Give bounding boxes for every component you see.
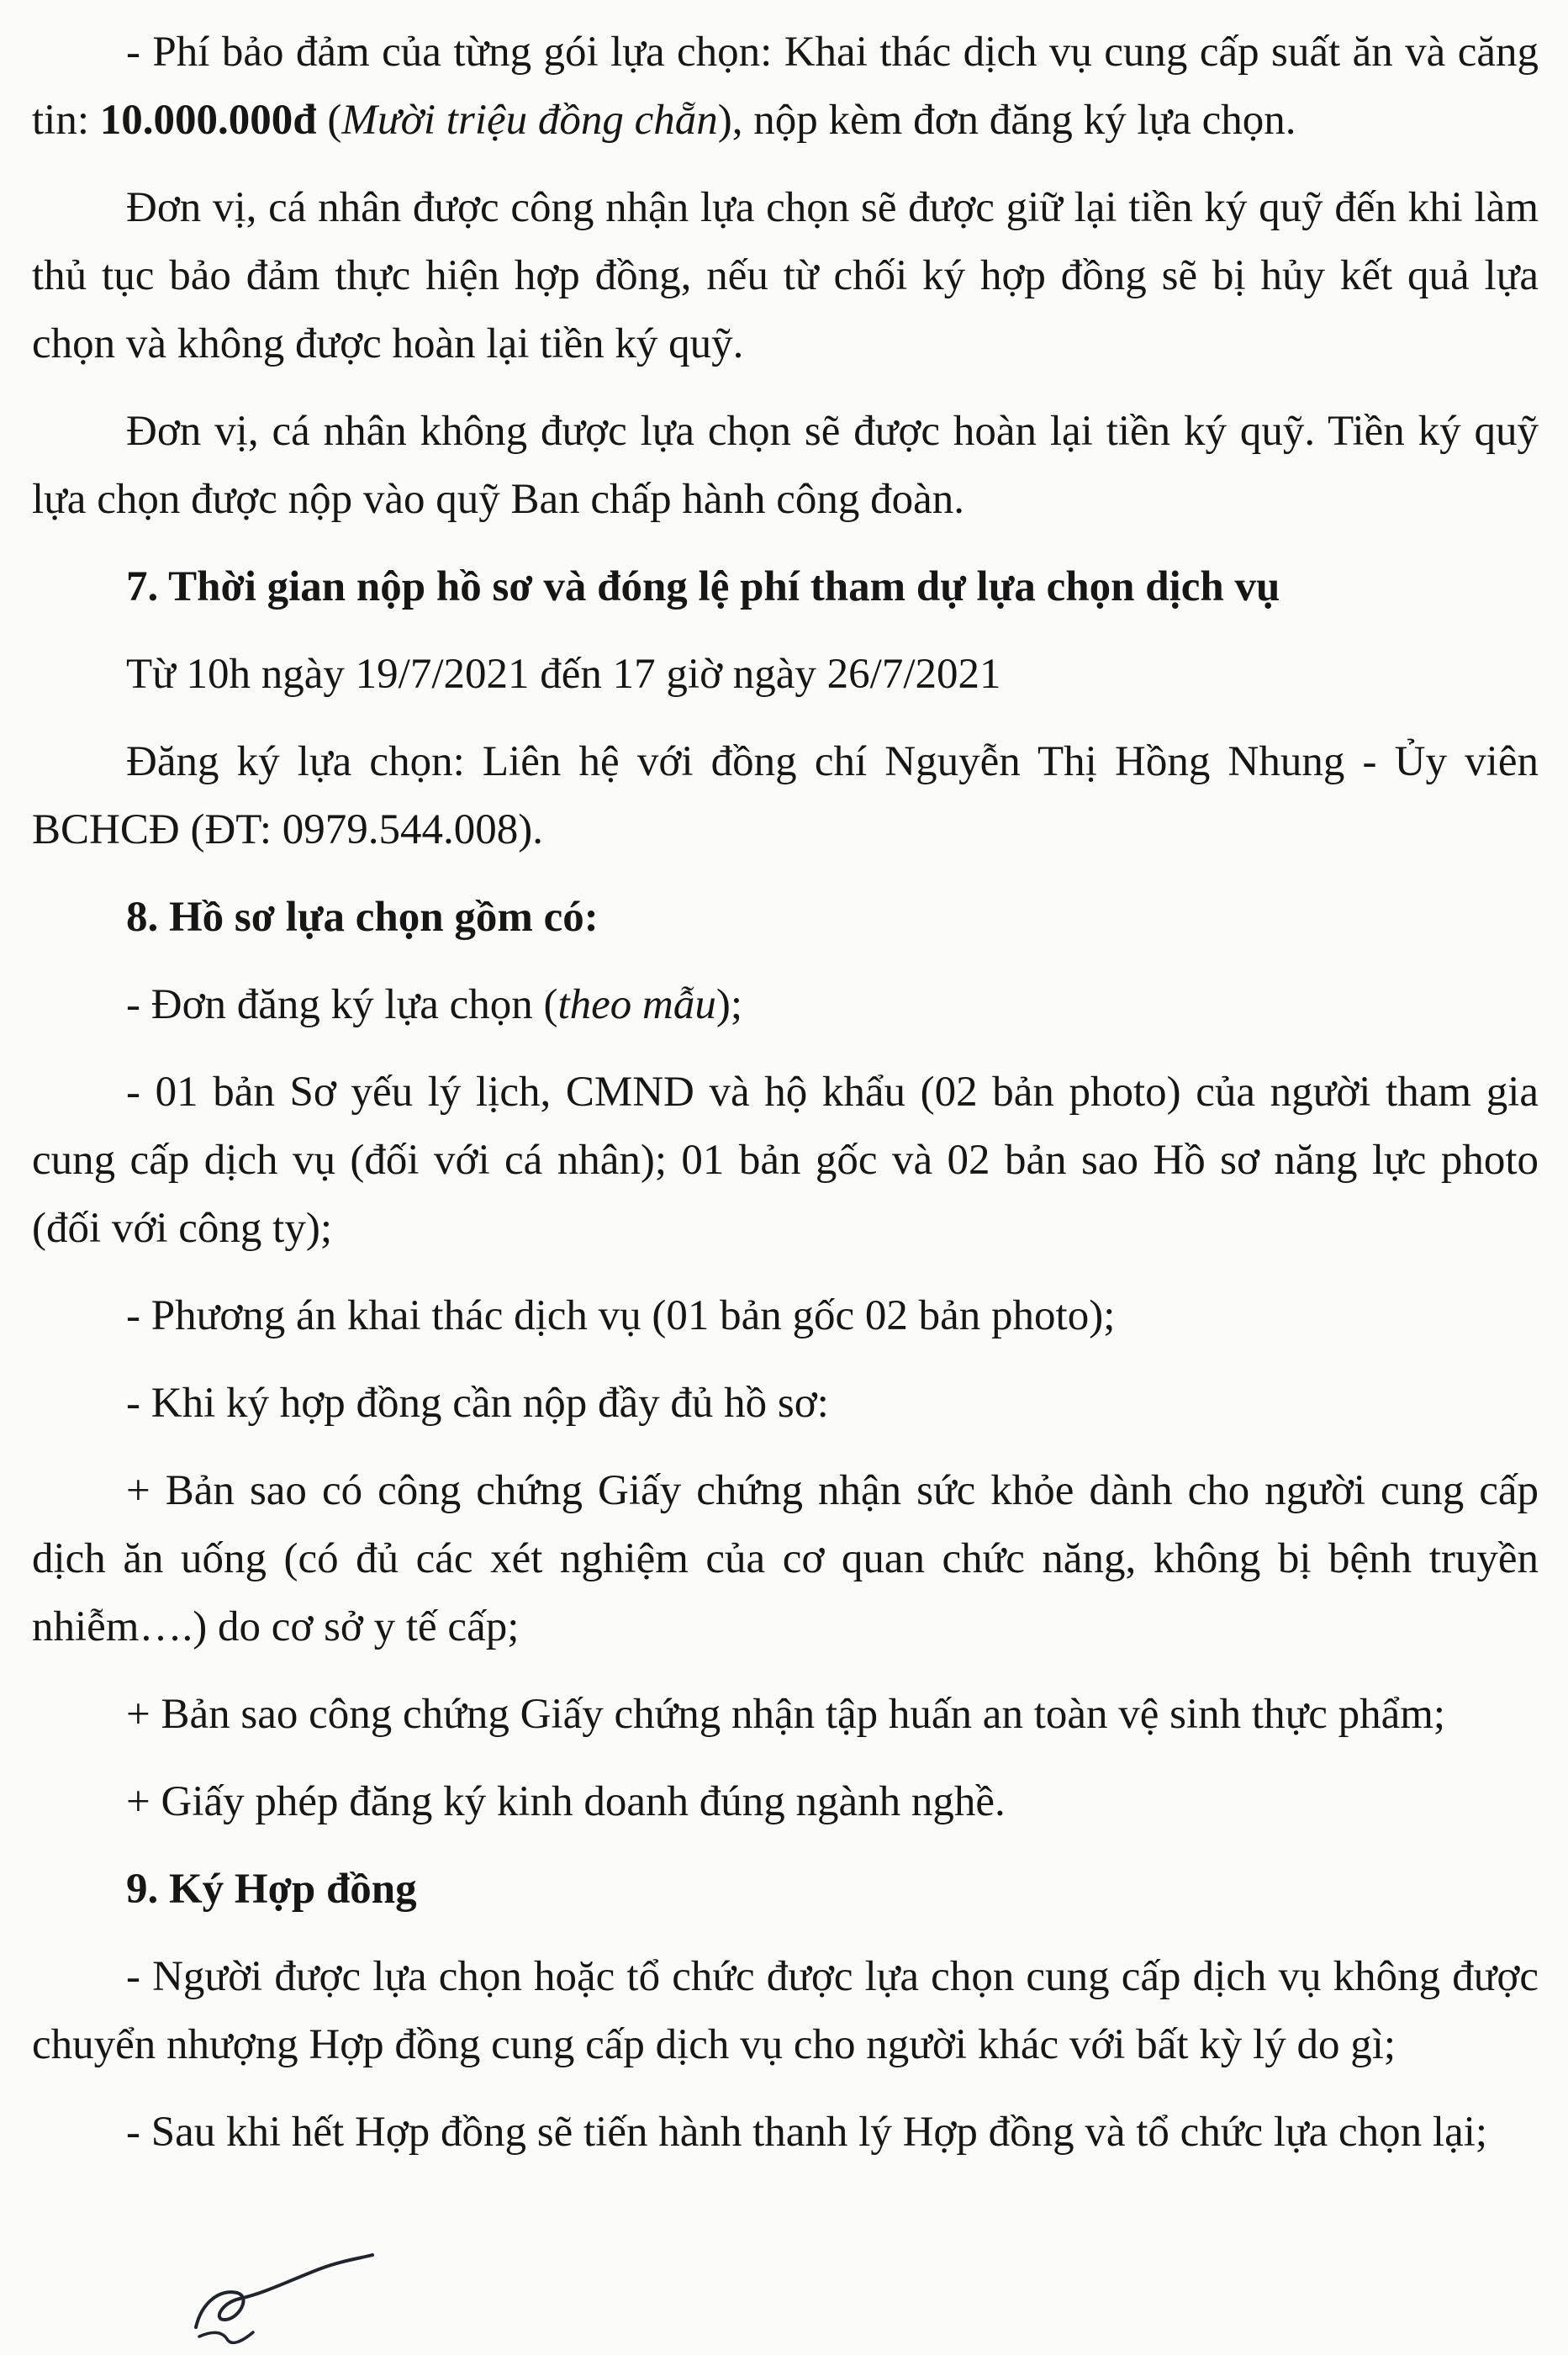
refund-deposit-paragraph: Đơn vị, cá nhân không được lựa chọn sẽ được hoàn lại tiền ký quỹ. Tiền ký quỹ lựa chọn được nộp vào quỹ Ban chấp hành công đoàn. xyxy=(32,408,1539,523)
contract-document-food-safety-certificate: + Bản sao công chứng Giấy chứng nhận tập huấn an toàn vệ sinh thực phẩm; xyxy=(126,1691,1446,1738)
registration-contact: Đăng ký lựa chọn: Liên hệ với đồng chí Nguyễn Thị Hồng Nhung - Ủy viên BCHCĐ (ĐT: 0979.544.008). xyxy=(32,738,1539,853)
dossier-item-1-template: theo mẫu xyxy=(557,981,716,1028)
guarantee-fee-prefix: - Phí bảo đảm của từng gói lựa chọn: Khai thác dịch vụ cung cấp suất ăn và căng tin: xyxy=(32,29,1539,144)
handwritten-signature xyxy=(181,2253,383,2350)
contract-no-transfer: - Người được lựa chọn hoặc tổ chức được lựa chọn cung cấp dịch vụ không được chuyển nhượng Hợp đồng cung cấp dịch vụ cho người khác với bất kỳ lý do gì; xyxy=(32,1953,1539,2068)
contract-liquidation: - Sau khi hết Hợp đồng sẽ tiến hành thanh lý Hợp đồng và tổ chức lựa chọn lại; xyxy=(126,2109,1488,2156)
guarantee-fee-paragraph xyxy=(32,18,1539,155)
dossier-item-service-plan: - Phương án khai thác dịch vụ (01 bản gốc 02 bản photo); xyxy=(126,1292,1116,1339)
dossier-item-application-form xyxy=(32,971,1539,1039)
section-7-heading: 7. Thời gian nộp hồ sơ và đóng lệ phí tham dự lựa chọn dịch vụ xyxy=(126,563,1280,610)
guarantee-fee-suffix: ), nộp kèm đơn đăng ký lựa chọn. xyxy=(717,97,1296,144)
signature-lower-stroke xyxy=(199,2332,253,2342)
dossier-item-resume: - 01 bản Sơ yếu lý lịch, CMND và hộ khẩu (02 bản photo) của người tham gia cung cấp dịch vụ (đối với cá nhân); 01 bản gốc và 02 bản sao Hồ sơ năng lực photo (đối với công ty); xyxy=(32,1069,1539,1252)
contract-document-health-certificate: + Bản sao có công chứng Giấy chứng nhận sức khỏe dành cho người cung cấp dịch ăn uống (có đủ các xét nghiệm của cơ quan chức năng, không bị bệnh truyền nhiễm….) do cơ sở y tế cấp; xyxy=(32,1467,1539,1650)
retained-deposit-paragraph: Đơn vị, cá nhân được công nhận lựa chọn sẽ được giữ lại tiền ký quỹ đến khi làm thủ tục bảo đảm thực hiện hợp đồng, nếu từ chối ký hợp đồng sẽ bị hủy kết quả lựa chọn và không được hoàn lại tiền ký quỹ. xyxy=(32,184,1539,367)
guarantee-fee-open-paren: ( xyxy=(316,97,342,144)
dossier-item-1-prefix: - Đơn đăng ký lựa chọn ( xyxy=(126,981,558,1028)
dossier-item-contract-documents: - Khi ký hợp đồng cần nộp đầy đủ hồ sơ: xyxy=(126,1380,829,1427)
contract-document-business-license: + Giấy phép đăng ký kinh doanh đúng ngành nghề. xyxy=(126,1778,1006,1825)
section-8-heading: 8. Hồ sơ lựa chọn gồm có: xyxy=(126,894,599,941)
section-9-heading: 9. Ký Hợp đồng xyxy=(126,1866,417,1913)
dossier-item-1-suffix: ); xyxy=(715,981,743,1028)
document-body xyxy=(32,18,1539,2186)
submission-time-range: Từ 10h ngày 19/7/2021 đến 17 giờ ngày 26/7/2021 xyxy=(126,651,1001,698)
guarantee-fee-amount-words: Mười triệu đồng chẵn xyxy=(341,97,718,144)
guarantee-fee-amount: 10.000.000đ xyxy=(99,97,317,144)
signature-main-stroke xyxy=(196,2255,372,2327)
